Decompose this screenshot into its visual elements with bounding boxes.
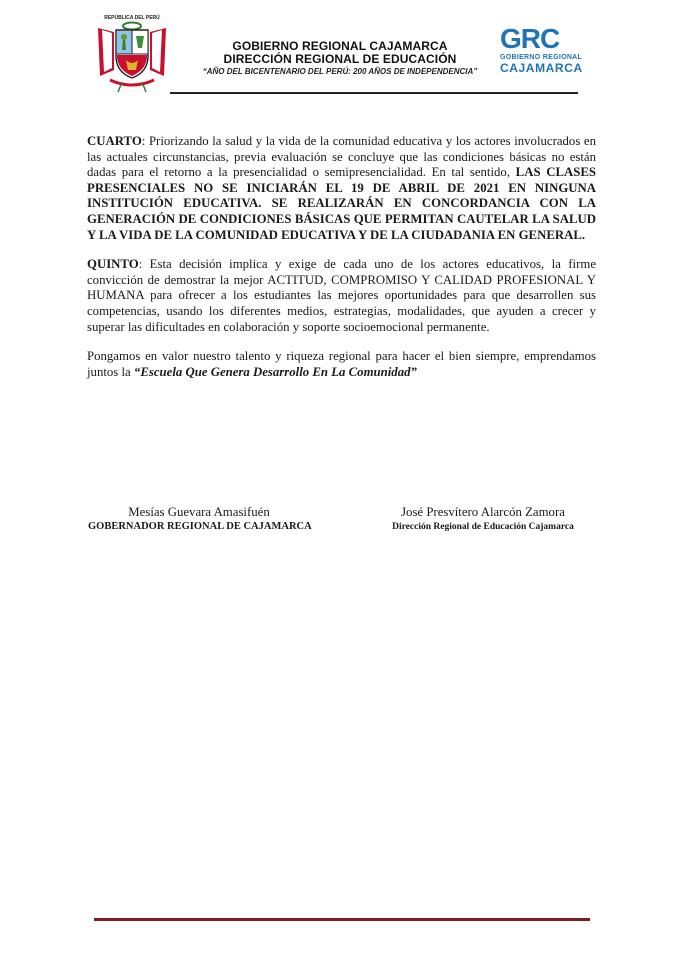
cuarto-label: CUARTO [87,134,142,148]
letterhead-titles [180,40,500,78]
signature-director [376,504,590,534]
government-title: GOBIERNO REGIONAL CAJAMARCA [232,39,448,53]
director-name: José Presvítero Alarcón Zamora [401,505,565,519]
grc-logo-mark: GRC [500,23,560,54]
quinto-text: : Esta decisión implica y exige de cada uno de los actores educativos, la firme convicción de demostrar la mejor ACTITUD, COMPROMISO Y CALIDAD PROFESIONAL Y HUMANA para ofrecer a los estudiantes las mejores oportunidades para que desarrollen sus competencias, usando los diferentes medios, estrategias, modalidades, que ayuden a crecer y superar las dificultades en colaboración y soporte socioemocional permanente. [87,257,596,334]
quinto-label: QUINTO [87,257,139,272]
closing-text: Pongamos en valor nuestro talento y riqueza regional para hacer el bien siempre, emprendamos juntos la [87,349,596,379]
header-divider [170,92,578,94]
director-role: Dirección Regional de Educación Cajamarca [392,522,574,532]
signature-governor [88,504,310,534]
directorate-title: DIRECCIÓN REGIONAL DE EDUCACIÓN [223,52,457,66]
svg-text:REPÚBLICA DEL PERÚ: REPÚBLICA DEL PERÚ [104,15,160,21]
cuarto-text: : Priorizando la salud y la vida de la comunidad educativa y los actores involucrados en las actuales circunstancias, previa evaluación se concluye que las condiciones básicas no están dadas para el retorno a la presencialidad o semipresencialidad. En tal sentido, [87,134,596,180]
year-motto: “AÑO DEL BICENTENARIO DEL PERÚ: 200 AÑOS DE INDEPENDENCIA” [202,67,478,76]
footer-divider [94,918,590,921]
paragraph-closing [87,349,596,380]
closing-slogan: “Escuela Que Genera Desarrollo En La Comunidad” [133,364,417,379]
governor-role: GOBERNADOR REGIONAL DE CAJAMARCA [88,521,312,532]
grc-logo-region: CAJAMARCA [500,61,583,75]
cuarto-bold-statement: LAS CLASES PRESENCIALES NO SE INICIARÁN EL 19 DE ABRIL DE 2021 EN NINGUNA INSTITUCIÓN EDUCATIVA. SE REALIZARÁN EN CONCORDANCIA CON LA GENERACIÓN DE CONDICIONES BÁSICAS QUE PERMITAN CAUTELAR LA SALUD Y LA VIDA DE LA COMUNIDAD EDUCATIVA Y DE LA CIUDADANIA EN GENERAL. [87,165,596,242]
document-body [87,134,596,394]
governor-name: Mesías Guevara Amasifuén [128,505,270,519]
paragraph-quinto [87,257,596,335]
paragraph-cuarto [87,134,596,243]
grc-logo [500,24,592,82]
peru-coat-of-arms-icon [92,10,172,94]
grc-logo-subtitle: GOBIERNO REGIONAL [500,54,583,61]
letterhead [0,0,679,100]
